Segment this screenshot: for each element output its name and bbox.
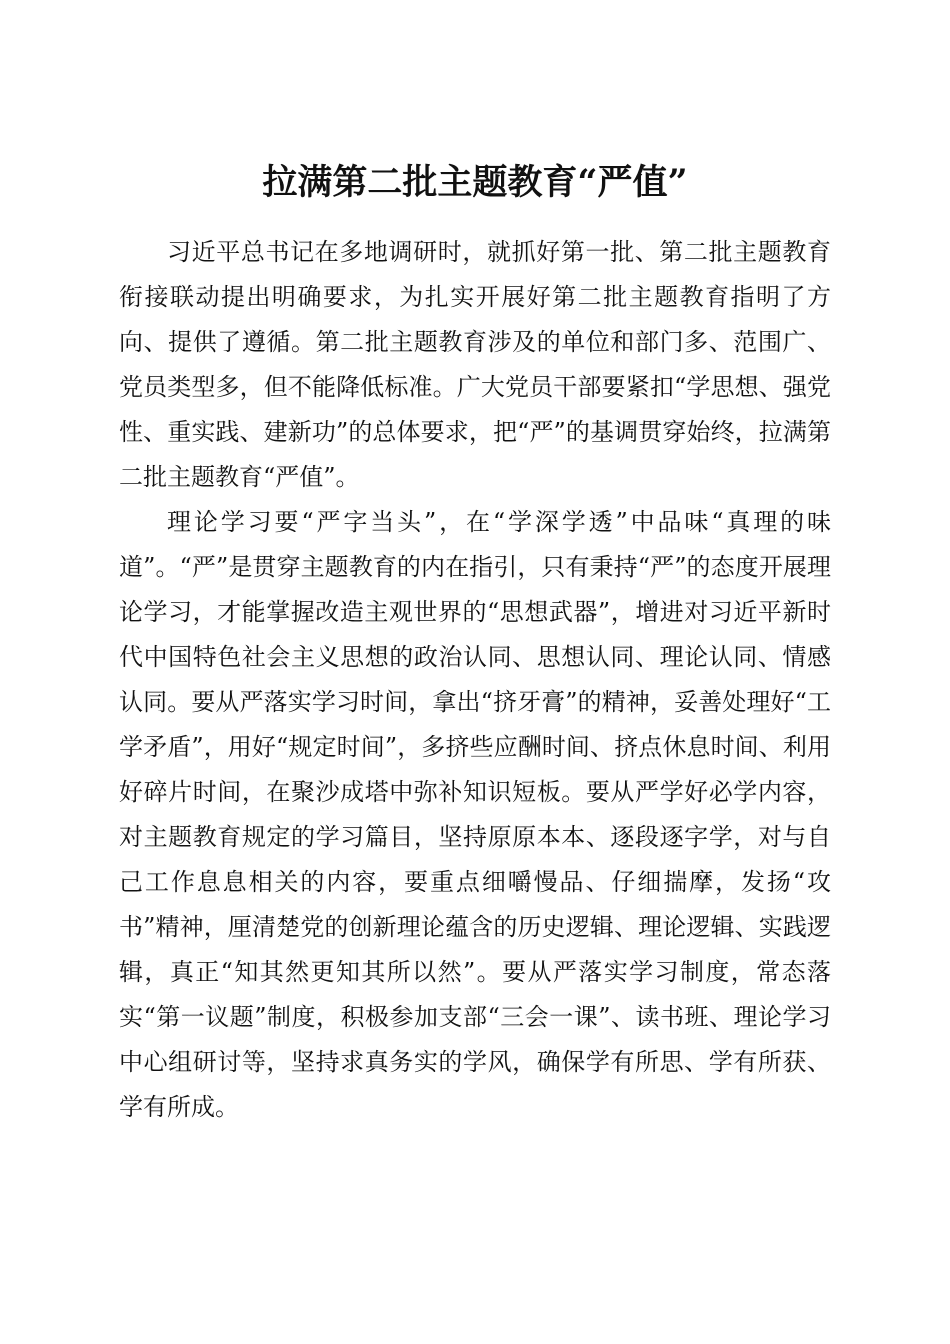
document-title: 拉满第二批主题教育“严值” xyxy=(262,162,688,204)
paragraph-2: 理论学习要“严字当头”，在“学深学透”中品味“真理的味道”。“严”是贯穿主题教育的内在指引，只有秉持“严”的态度开展理论学习，才能掌握改造主观世界的“思想武器”，增进对习近平新时代中国特色社会主义思想的政治认同、思想认同、理论认同、情感认同。要从严落实学习时间，拿出“挤牙膏”的精神，妥善处理好“工学矛盾”，用好“规定时间”，多挤些应酬时间、挤点休息时间、利用好碎片时间，在聚沙成塔中弥补知识短板。要从严学好必学内容，对主题教育规定的学习篇目，坚持原原本本、逐段逐字学，对与自己工作息息相关的内容，要重点细嚼慢品、仔细揣摩，发扬“攻书”精神，厘清楚党的创新理论蕴含的历史逻辑、理论逻辑、实践逻辑，真正“知其然更知其所以然”。要从严落实学习制度，常态落实“第一议题”制度，积极参加支部“三会一课”、读书班、理论学习中心组研讨等，坚持求真务实的学风，确保学有所思、学有所获、学有所成。 xyxy=(119,508,831,1121)
document-body xyxy=(119,230,831,1130)
paragraph-1: 习近平总书记在多地调研时，就抓好第一批、第二批主题教育衔接联动提出明确要求，为扎实开展好第二批主题教育指明了方向、提供了遵循。第二批主题教育涉及的单位和部门多、范围广、党员类型多，但不能降低标准。广大党员干部要紧扣“学思想、强党性、重实践、建新功”的总体要求，把“严”的基调贯穿始终，拉满第二批主题教育“严值”。 xyxy=(119,238,831,491)
